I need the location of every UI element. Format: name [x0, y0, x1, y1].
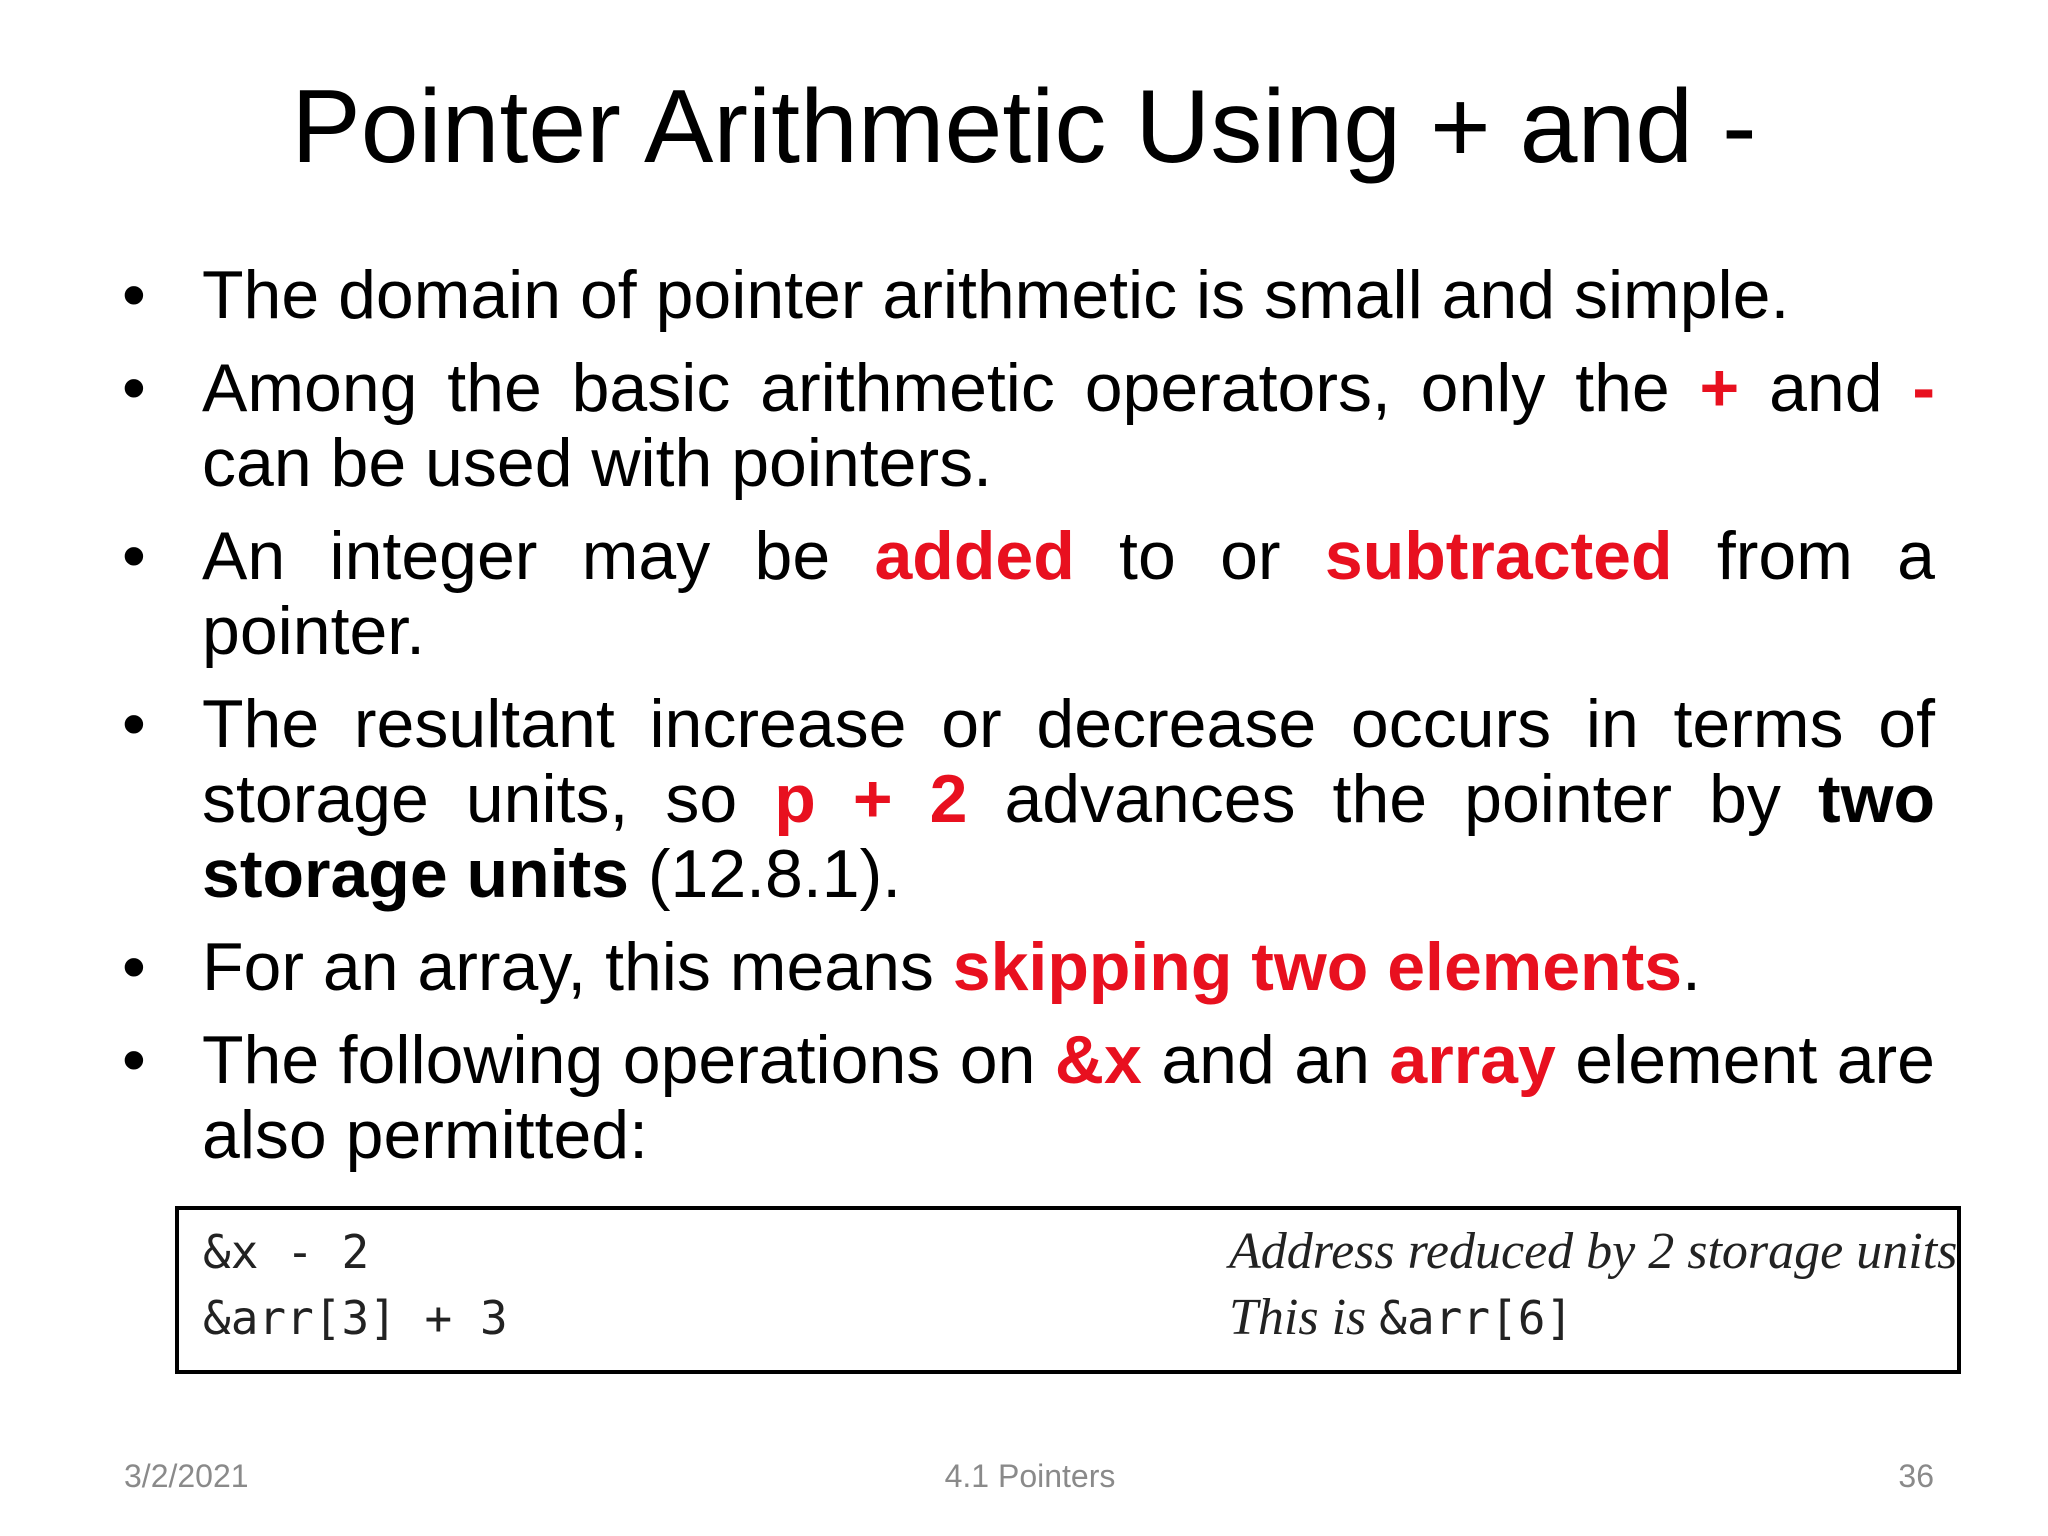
- bullet-list: [120, 258, 1935, 1191]
- footer-page-number: 36: [1898, 1458, 1934, 1494]
- bullet-text: The following operations on: [202, 1022, 1055, 1098]
- bullet-text: and: [1739, 350, 1913, 426]
- bullet-text: .: [1682, 929, 1701, 1005]
- bullet-glyph: •: [122, 686, 146, 762]
- highlight-skipping-two-elements: skipping two elements: [952, 929, 1683, 1005]
- code-description-text: This is: [1229, 1289, 1380, 1346]
- bullet-text: An integer may be: [202, 518, 875, 594]
- highlight-plus-operator: +: [1699, 350, 1740, 426]
- bullet-glyph: •: [122, 257, 146, 333]
- bullet-text: For an array, this means: [202, 929, 953, 1005]
- bullet-item: [120, 519, 1935, 669]
- bullet-text: advances the pointer by: [967, 761, 1818, 837]
- bullet-text: to or: [1074, 518, 1325, 594]
- bullet-item: [120, 930, 1935, 1005]
- bullet-text: element are also permitted:: [202, 1022, 1935, 1173]
- code-description: [1229, 1220, 1957, 1284]
- slide-title: Pointer Arithmetic Using + and -: [291, 69, 1757, 185]
- bullet-text: Among the basic arithmetic operators, only the: [202, 350, 1700, 426]
- footer-title: 4.1 Pointers: [944, 1458, 1116, 1494]
- code-row: [179, 1286, 1957, 1350]
- code-description-text: Address reduced by 2 storage units: [1229, 1223, 1958, 1280]
- bullet-text: The resultant increase or decrease occurs in terms of storage units, so: [202, 686, 1935, 837]
- highlight-minus-operator: -: [1912, 350, 1935, 426]
- bullet-glyph: •: [122, 929, 146, 1005]
- bullet-glyph: •: [122, 350, 146, 426]
- bullet-glyph: •: [122, 1022, 146, 1098]
- highlight-added: added: [874, 518, 1075, 594]
- highlight-subtracted: subtracted: [1324, 518, 1673, 594]
- code-expression: &arr[3] + 3: [203, 1291, 508, 1345]
- code-description-code: &arr[6]: [1379, 1291, 1574, 1345]
- code-expression: &x - 2: [203, 1225, 370, 1279]
- highlight-address-of-x: &x: [1054, 1022, 1142, 1098]
- highlight-array: array: [1389, 1022, 1556, 1098]
- bullet-item: [120, 1023, 1935, 1173]
- code-example-box: [175, 1206, 1961, 1374]
- bullet-item: [120, 687, 1935, 912]
- bullet-item: [120, 258, 1935, 333]
- footer-date: 3/2/2021: [124, 1458, 249, 1494]
- bullet-item: [120, 351, 1935, 501]
- bullet-text: can be used with pointers.: [202, 425, 993, 501]
- bullet-text: The domain of pointer arithmetic is small and simple.: [202, 257, 1790, 333]
- code-description: [1229, 1286, 1573, 1350]
- code-row: [179, 1220, 1957, 1284]
- bullet-text: (12.8.1).: [628, 836, 902, 912]
- bullet-text: and an: [1141, 1022, 1390, 1098]
- bold-two-storage-units: two storage units: [202, 761, 1936, 912]
- bullet-glyph: •: [122, 518, 146, 594]
- highlight-p-plus-2: p + 2: [774, 761, 968, 837]
- bullet-text: from a pointer.: [202, 518, 1935, 669]
